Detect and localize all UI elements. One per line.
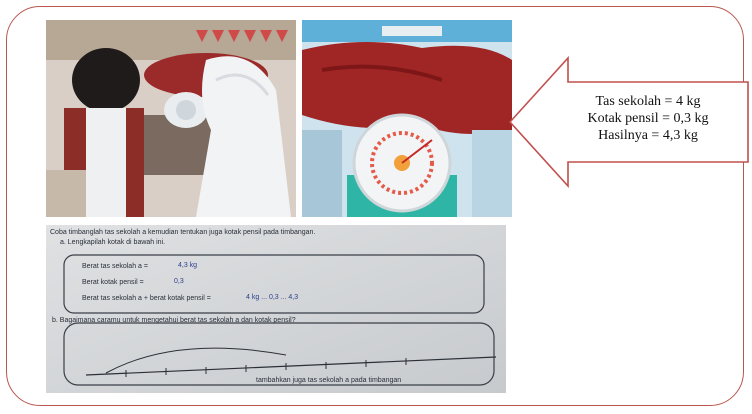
callout-line-bag: Tas sekolah = 4 kg — [595, 94, 701, 109]
worksheet-row1-value: 4,3 kg — [178, 262, 198, 269]
weight-callout — [508, 56, 752, 188]
worksheet-photo — [46, 225, 506, 393]
worksheet-row2-value: 0,3 — [174, 278, 184, 285]
worksheet-paper — [46, 225, 506, 393]
worksheet-row2-label: Berat kotak pensil = — [82, 279, 144, 286]
callout-line-result: Hasilnya = 4,3 kg — [598, 128, 698, 143]
worksheet-footer: tambahkan juga tas sekolah a pada timbangan — [256, 377, 402, 384]
scale-closeup-illustration — [302, 20, 512, 217]
worksheet-instruction: Coba timbanglah tas sekolah a kemudian tentukan juga kotak pensil pada timbangan. — [50, 229, 316, 236]
worksheet-row1-label: Berat tas sekolah a = — [82, 263, 148, 270]
worksheet-row3-value: 4 kg ... 0,3 ... 4,3 — [246, 294, 299, 301]
callout-line-pencil-case: Kotak pensil = 0,3 kg — [587, 111, 709, 126]
worksheet-row3-label: Berat tas sekolah a + berat kotak pensil = — [82, 295, 211, 302]
worksheet-part-b: b. Bagaimana caramu untuk mengetahui berat tas sekolah a dan kotak pensil? — [52, 317, 296, 324]
students-weighing-illustration — [46, 20, 296, 217]
scale-closeup-photo — [302, 20, 512, 217]
worksheet-part-a: a. Lengkapilah kotak di bawah ini. — [60, 239, 166, 246]
callout-text — [548, 93, 748, 144]
students-weighing-photo — [46, 20, 296, 217]
